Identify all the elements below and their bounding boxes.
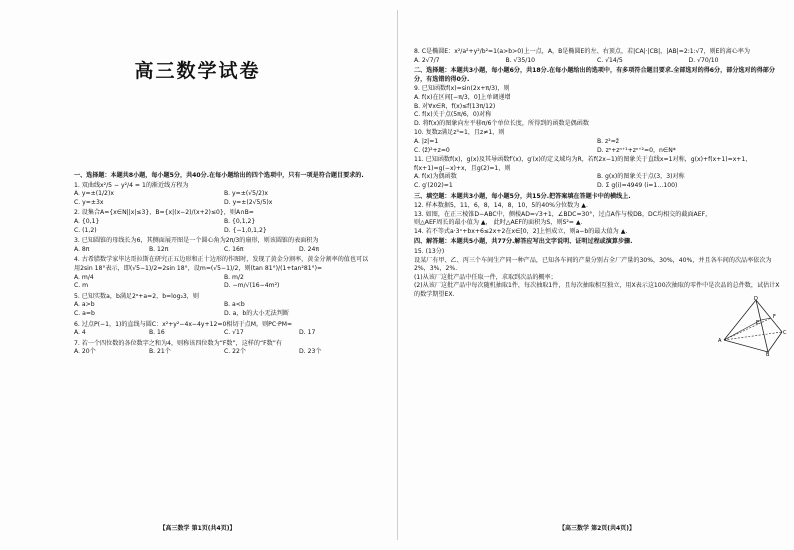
question-13-text-b: 此时△AEF的面积为S，则S²= [493, 219, 574, 227]
edge-ab [724, 340, 768, 352]
label-d: D [754, 296, 758, 302]
question-13-text: 13. 如图，在正三棱锥D−ABC中，侧棱AD=√3+1，∠BDC=30°，过点A作与棱DB，DC均相交的截面AEF，则△AEF周长的最小值为 [414, 210, 712, 227]
q6-option-b: B. 16 [149, 329, 165, 337]
q6-option-c: C. √17 [224, 329, 244, 337]
question-3 [74, 237, 374, 254]
q7-option-d: D. 23个 [299, 348, 322, 356]
question-3-text: 3. 已知圆锥的母线长为6，其侧面展开图是一个圆心角为2π/3的扇形，则该圆锥的表面积为 [74, 237, 319, 245]
q3-option-d: D. 24π [299, 245, 319, 253]
left-footer: 【高三数学 第1页(共4页)】 [159, 525, 236, 532]
question-8-text: 8. C是椭圆E：x²/a²+y²/b²=1(a>b>0)上一点，A，B是椭圆E的左、右顶点，若|CA|·|CB|，|AB|=2:1:√7，则E的离心率为 [414, 48, 750, 55]
q1-option-d: D. y=±(2√5/5)x [224, 198, 273, 206]
q2-option-d: D. {−1,0,1,2} [224, 226, 267, 234]
question-12: 12. 样本数据5，11，6，8，14，8，10，5的40%分位数为 ▲. [414, 202, 588, 210]
question-6 [74, 321, 374, 338]
question-4 [74, 256, 374, 290]
answer-blank-12: ▲ [581, 202, 586, 210]
question-1-options [74, 190, 374, 207]
label-f: F [773, 314, 776, 320]
edge-da [724, 300, 756, 340]
question-11-options [414, 173, 780, 190]
pyramid-figure [718, 296, 788, 356]
question-14-text: 14. 若不等式a·3ˣ+bx+6≤2x+2在x∈[0，2]上恒成立，则a−b的最大值为 [414, 227, 619, 235]
q7-option-b: B. 21个 [149, 348, 171, 356]
question-14: 14. 若不等式a·3ˣ+bx+6≤2x+2在x∈[0，2]上恒成立，则a−b的最大值为 ▲. [414, 227, 628, 235]
q3-option-c: C. 16π [224, 245, 244, 253]
question-4-options [74, 274, 374, 291]
question-8-options [414, 57, 780, 66]
q9-option-a: A. f(x)在区间[−π/3，0]上单调递增 [414, 93, 511, 101]
section-af [724, 318, 771, 340]
question-2-options [74, 218, 374, 235]
section-3-heading: 三、填空题：本题共3小题，每小题5分，共15分.把答案填在答题卡中的横线上. [414, 192, 631, 200]
question-11 [414, 156, 780, 190]
section-4-heading: 四、解答题：本题共5小题，共77分.解答应写出文字说明、证明过程或演算步骤. [414, 238, 633, 246]
question-4-text: 4. 古希腊数学家毕达哥拉斯在研究正五边形和正十边形的作图时，发现了黄金分割率，黄金分割率的值也可以用2sin 18°表示，即(√5−1)/2=2sin 18°，设m=(√5−1)/2，则(tan 81°)/(1+tan²81°)= [74, 256, 369, 272]
question-6-options [74, 329, 374, 338]
right-content [414, 48, 780, 300]
q10-option-b: B. z²=z̄ [597, 137, 620, 145]
q5-option-c: C. a=b [74, 309, 95, 317]
left-question-list [74, 182, 374, 357]
question-13: 13. 如图，在正三棱锥D−ABC中，侧棱AD=√3+1，∠BDC=30°，过点A作与棱DB，DC均相交的截面AEF，则△AEF周长的最小值为 ▲， 此时△AEF的面积为S，则S²= ▲. [414, 210, 712, 227]
question-7-text: 7. 若一个四位数的各位数字之和为4，则称该四位数为“F数”，这样的“F数”有 [74, 339, 282, 347]
q7-option-a: A. 20个 [74, 348, 96, 356]
q1-option-a: A. y=±(1/2)x [74, 190, 114, 198]
question-7 [74, 340, 374, 357]
question-9 [414, 85, 780, 128]
q11-option-a: A. f(x)为偶函数 [414, 173, 457, 181]
answer-blank-13b: ▲ [575, 219, 581, 227]
answer-blank-13a: ▲ [480, 219, 486, 227]
question-5 [74, 293, 374, 319]
q8-option-b: B. √35/10 [505, 56, 535, 64]
question-15-part-1: (1)从该厂这批产品中任取一件，求取到次品的概率； [414, 273, 557, 281]
question-15-part-2: (2)从该厂这批产品中每次随机抽取1件，每次抽取1件，且每次抽取相互独立，用X表示这100次抽取的零件中是次品的总件数，试估计X的数学期望EX. [414, 282, 780, 299]
q9-option-d: D. 将f(x)的图象向左平移π/6个单位长度，所得到的函数是偶函数 [414, 119, 589, 127]
q2-option-b: B. {0,1,2} [224, 217, 256, 225]
question-5-options [74, 301, 374, 318]
label-b: B [766, 352, 770, 356]
q6-option-d: D. 17 [299, 329, 316, 337]
answer-blank-14: ▲ [620, 227, 626, 235]
q1-option-c: C. y=±3x [74, 198, 104, 206]
question-9-text: 9. 已知函数f(x)=sin(2x+π/3)，则 [414, 85, 510, 93]
q11-option-b: B. g(x)的图象关于点(3，3)对称 [597, 173, 685, 181]
question-3-options [74, 246, 374, 255]
q10-option-c: C. (z̄)²+z=0 [414, 146, 450, 154]
question-15-body: 设某厂有甲、乙、丙三个车间生产同一种产品，已知各车间的产量分别占全厂产量的30%，30%，40%，并且各车间的次品率依次为2%，3%，2%. [414, 256, 772, 273]
q2-option-c: C. (1,2) [74, 226, 97, 234]
q3-option-b: B. 12π [149, 245, 169, 253]
question-7-options [74, 348, 374, 357]
page-divider [397, 10, 398, 540]
q6-option-a: A. 4 [74, 329, 86, 337]
right-page [400, 0, 794, 550]
edge-bc [768, 332, 782, 352]
question-5-text: 5. 已知实数a，b满足2ᵃ+a=2，b=log₂3，则 [74, 292, 199, 300]
label-a: A [718, 338, 722, 344]
q7-option-c: C. 22个 [224, 348, 246, 356]
question-10-text: 10. 复数z满足z³=1，且z≠1，则 [414, 129, 505, 137]
question-10 [414, 129, 780, 155]
q8-option-a: A. 2√7/7 [414, 56, 440, 64]
edge-ac [724, 332, 782, 340]
q5-option-a: A. a>b [74, 301, 95, 309]
section-2-heading: 二、选择题：本题共3小题，每小题6分，共18分.在每小题给出的选项中，有多项符合题目要求.全部选对的得6分，部分选对的得部分分，有选错的得0分. [414, 67, 775, 83]
exam-title: 高三数学试卷 [134, 60, 261, 82]
q4-option-a: A. m/4 [74, 273, 94, 281]
q8-option-c: C. √14/5 [597, 56, 623, 64]
q4-option-d: D. −m/√(16−4m²) [224, 282, 280, 290]
left-content [74, 170, 374, 359]
question-1-text: 1. 双曲线x²/5 − y²/4 = 1的渐近线方程为 [74, 181, 189, 189]
question-8 [414, 48, 780, 65]
question-2-text: 2. 设集合A={x∈N||x|≤3}，B={x|(x−2)/(x+2)≤0}，则A∩B= [74, 209, 254, 217]
question-11-text: 11. 已知函数f(x)，g(x)及其导函数f′(x)，g′(x)的定义域均为R，若f(2x−1)的图象关于直线x=1对称，g(x)+f(x+1)=x+1，f(x+1)=g(−x)+x，且g(2)=1，则 [414, 156, 752, 172]
q11-option-c: C. g′(202)=1 [414, 181, 453, 189]
q10-option-d: D. zⁿ+zⁿ⁺¹+zⁿ⁺²=0，n∈N* [597, 146, 676, 154]
question-10-options [414, 138, 780, 155]
q8-option-d: D. √70/10 [688, 56, 719, 64]
q1-option-b: B. y=±(√5/2)x [224, 190, 268, 198]
section-1-heading: 一、选择题：本题共8小题，每小题5分，共40分.在每小题给出的四个选项中，只有一项是符合题目要求的. [74, 172, 364, 179]
left-page [0, 0, 395, 550]
q9-option-c: C. f(x)关于点(5π/6，0)对称 [414, 111, 492, 119]
q3-option-a: A. 8π [74, 245, 90, 253]
question-15-heading: 15. (13分) [414, 248, 445, 256]
q9-option-b: B. 对∀x∈R，f(x)≤f(13π/12) [414, 102, 496, 110]
q5-option-d: D. a，b的大小无法判断 [224, 309, 289, 317]
q4-option-c: C. m [74, 282, 89, 290]
question-1 [74, 182, 374, 208]
q4-option-b: B. m/2 [224, 273, 244, 281]
q10-option-a: A. |z|=1 [414, 137, 439, 145]
q2-option-a: A. {0,1} [74, 217, 100, 225]
label-e: E [756, 320, 760, 326]
question-12-text: 12. 样本数据5，11，6，8，14，8，10，5的40%分位数为 [414, 202, 580, 210]
right-footer: 【高三数学 第2页(共4页)】 [559, 525, 635, 532]
label-c: C [783, 330, 787, 336]
question-6-text: 6. 过点P(−1，1)的直线与圆C：x²+y²−4x−4y+12=0相切于点M，则PC·PM= [74, 320, 293, 328]
q11-option-d: D. Σ g(i)=4949 (i=1…100) [597, 181, 678, 189]
q5-option-b: B. a<b [224, 301, 245, 309]
question-2 [74, 209, 374, 235]
question-9-options [414, 94, 780, 128]
